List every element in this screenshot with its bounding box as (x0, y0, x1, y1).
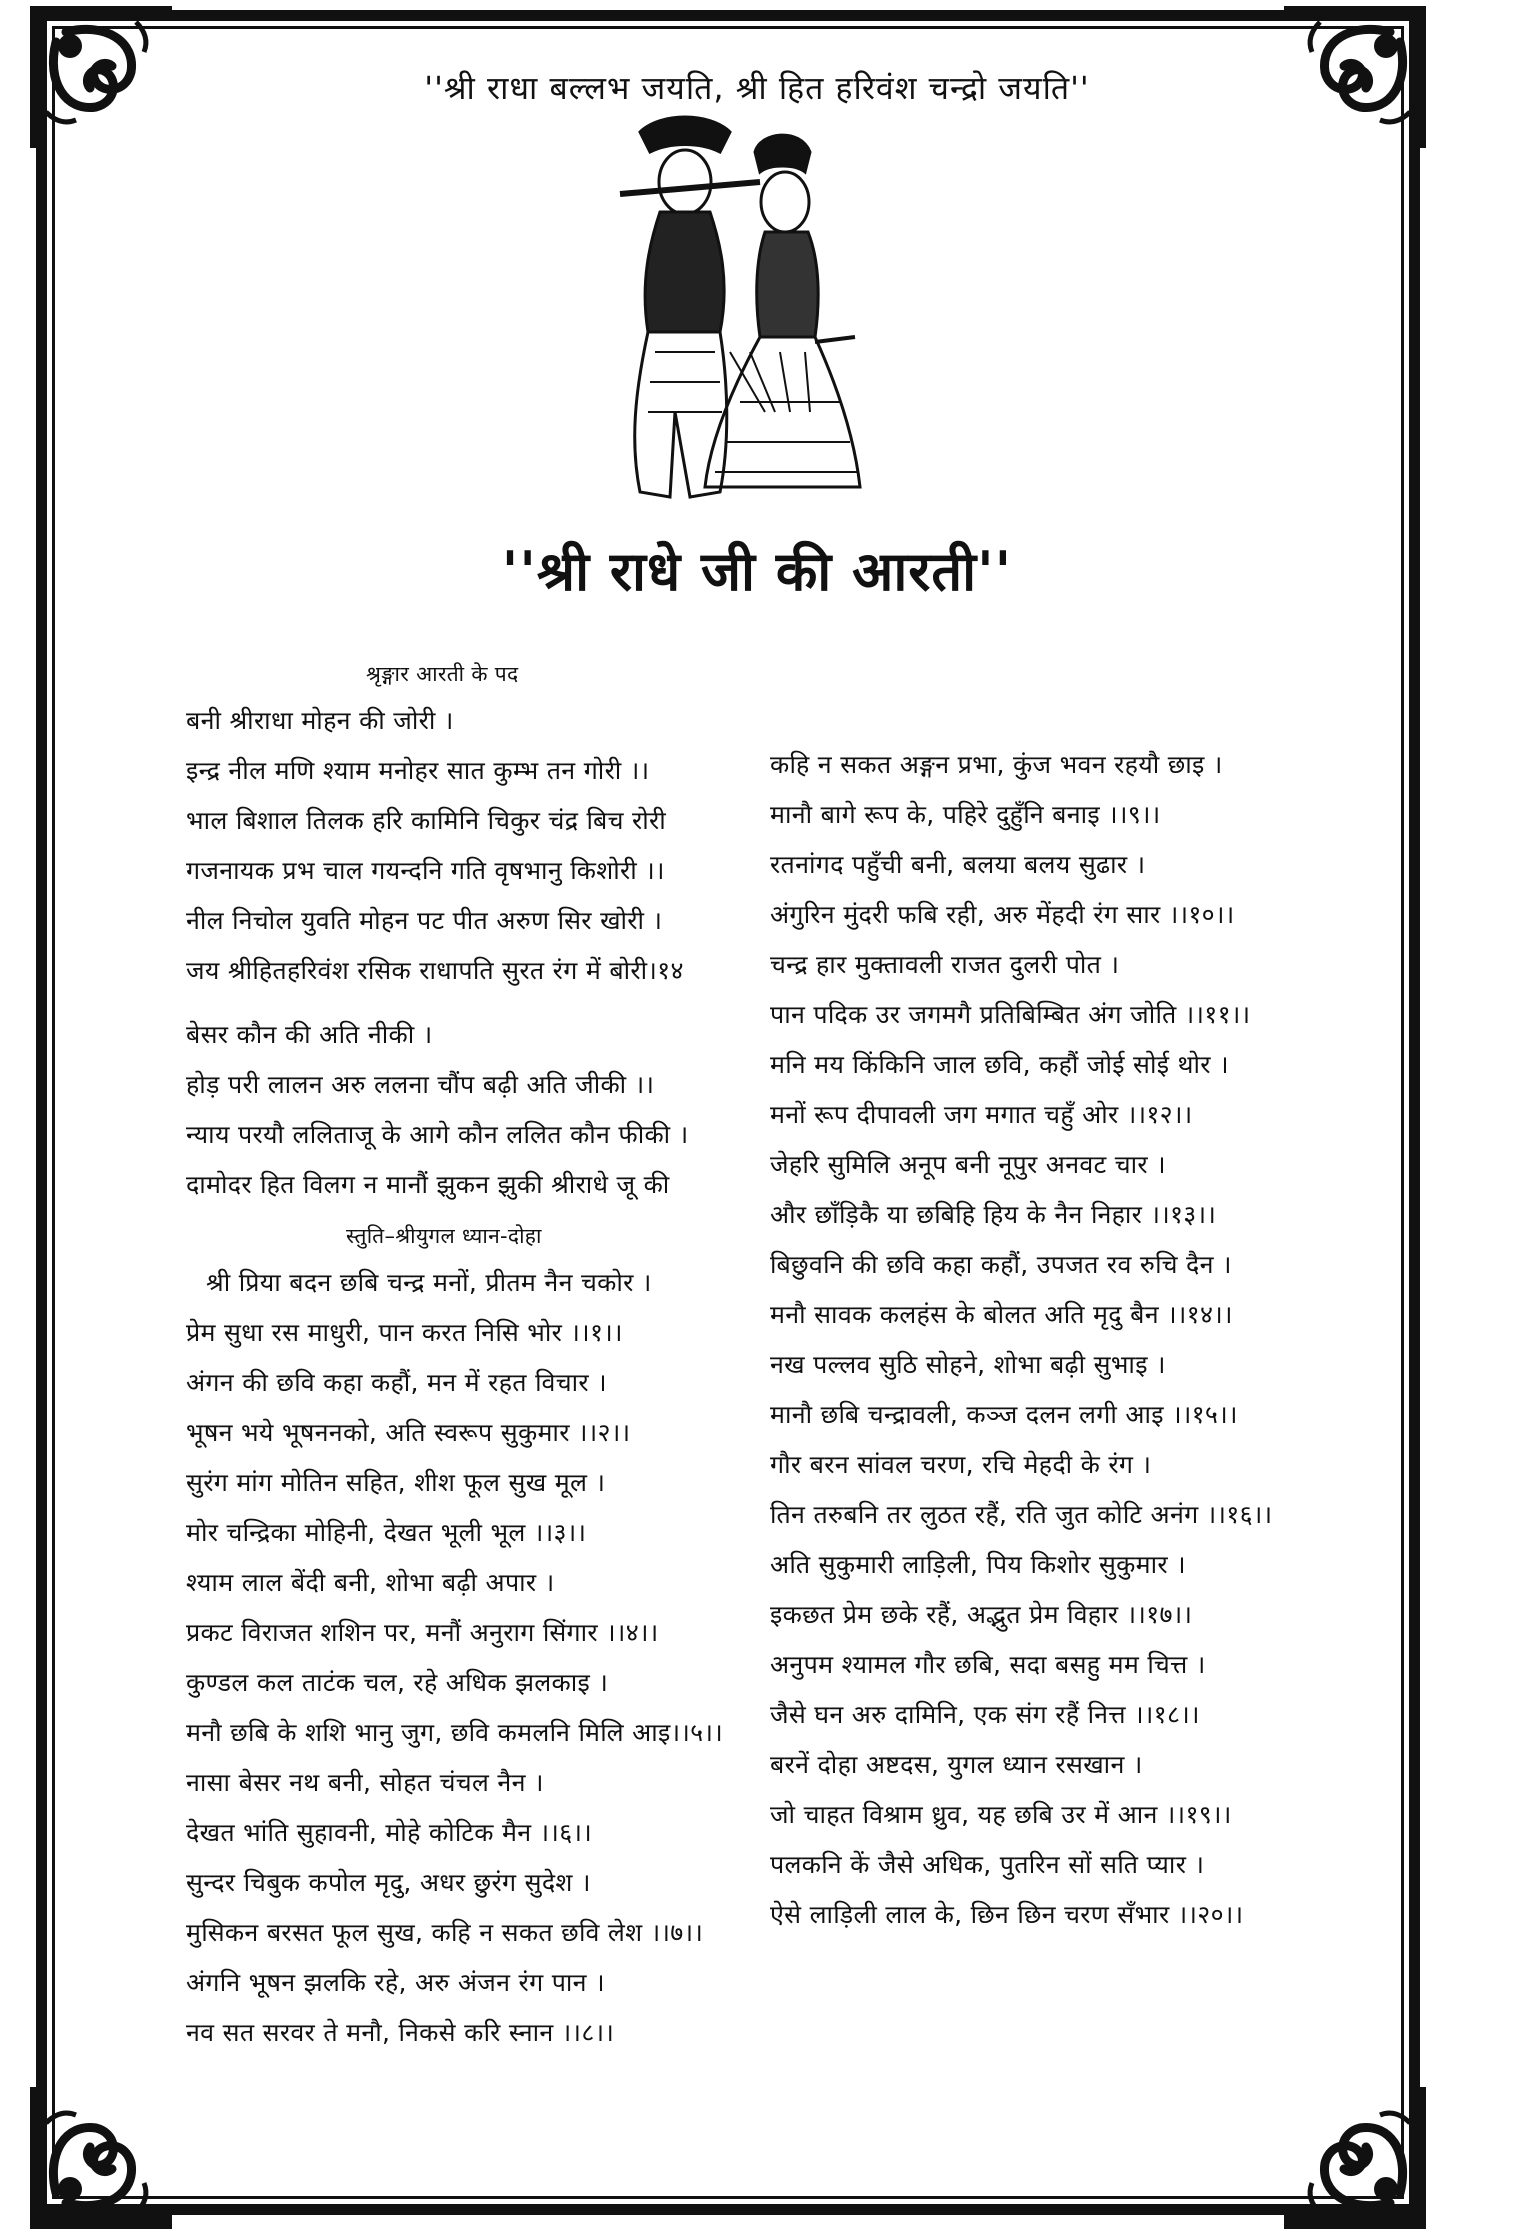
ornamental-corner-icon (1280, 2083, 1430, 2233)
doha-line: अंगनि भूषन झलकि रहे, अरु अंजन रंग पान । (186, 1968, 605, 1997)
doha-line: मनौ छबि के शशि भानु जुग, छवि कमलनि मिलि आइ।।५।। (186, 1718, 723, 1747)
doha-line: नासा बेसर नथ बनी, सोहत चंचल नैन । (186, 1768, 544, 1797)
doha-line: अनुपम श्यामल गौर छबि, सदा बसहु मम चित्त । (770, 1650, 1206, 1679)
section-heading-stuti: स्तुति–श्रीयुगल ध्यान-दोहा (346, 1224, 542, 1248)
doha-line: और छाँड़िकै या छबिहि हिय के नैन निहार ।।१३।। (770, 1200, 1217, 1229)
doha-line: मनौ सावक कलहंस के बोलत अति मृदु बैन ।।१४।। (770, 1300, 1233, 1329)
doha-line: मुसिकन बरसत फूल सुख, कहि न सकत छवि लेश ।।७।। (186, 1918, 704, 1947)
doha-line: तिन तरुबनि तर लुठत रहैं, रति जुत कोटि अनंग ।।१६।। (770, 1500, 1273, 1529)
left-column (186, 652, 726, 2058)
radha-krishna-illustration-icon (580, 112, 880, 512)
doha-line: पलकनि कें जैसे अधिक, पुतरिन सों सति प्यार । (770, 1850, 1205, 1879)
doha-line: प्रेम सुधा रस माधुरी, पान करत निसि भोर ।।१।। (186, 1318, 623, 1347)
doha-line: अंगन की छवि कहा कहौं, मन में रहत विचार । (186, 1368, 607, 1397)
verse-line: दामोदर हित विलग न मानौं झुकन झुकी श्रीराधे जू की (186, 1170, 670, 1199)
verse-line: बेसर कौन की अति नीकी । (186, 1020, 433, 1049)
doha-line: श्री प्रिया बदन छबि चन्द्र मनों, प्रीतम नैन चकोर । (206, 1268, 652, 1297)
doha-line: बिछुवनि की छवि कहा कहौं, उपजत रव रुचि दैन । (770, 1250, 1232, 1279)
doha-line: रतनांगद पहुँची बनी, बलया बलय सुढार । (770, 850, 1146, 879)
ornamental-corner-icon (26, 2083, 176, 2233)
doha-line: इकछत प्रेम छके रहैं, अद्भुत प्रेम विहार ।।१७।। (770, 1600, 1193, 1629)
verse-line: गजनायक प्रभ चाल गयन्दनि गति वृषभानु किशोरी ।। (186, 856, 665, 885)
doha-line: कुण्डल कल ताटंक चल, रहे अधिक झलकाइ । (186, 1668, 609, 1697)
verse-line: बनी श्रीराधा मोहन की जोरी । (186, 706, 454, 735)
verse-line: जय श्रीहितहरिवंश रसिक राधापति सुरत रंग में बोरी।१४ (186, 956, 684, 985)
doha-line: जेहरि सुमिलि अनूप बनी नूपुर अनवट चार । (770, 1150, 1166, 1179)
doha-line: सुरंग मांग मोतिन सहित, शीश फूल सुख मूल । (186, 1468, 606, 1497)
verse-line: होड़ परी लालन अरु ललना चौंप बढ़ी अति जीकी ।। (186, 1070, 655, 1099)
doha-line: अंगुरिन मुंदरी फबि रही, अरु मेंहदी रंग सार ।।१०।। (770, 900, 1235, 929)
right-column (770, 740, 1310, 1940)
doha-line: प्रकट विराजत शशिन पर, मनौं अनुराग सिंगार ।।४।। (186, 1618, 659, 1647)
doha-line: मानौ छबि चन्द्रावली, कञ्ज दलन लगी आइ ।।१५।। (770, 1400, 1238, 1429)
doha-line: श्याम लाल बेंदी बनी, शोभा बढ़ी अपार । (186, 1568, 555, 1597)
doha-line: गौर बरन सांवल चरण, रचि मेहदी के रंग । (770, 1450, 1152, 1479)
doha-line: कहि न सकत अङ्गन प्रभा, कुंज भवन रहयौ छाइ । (770, 750, 1223, 779)
verse-line: नील निचोल युवति मोहन पट पीत अरुण सिर खोरी । (186, 906, 663, 935)
doha-line: मोर चन्द्रिका मोहिनी, देखत भूली भूल ।।३।। (186, 1518, 587, 1547)
doha-line: ऐसे लाड़िली लाल के, छिन छिन चरण सँभार ।।२०।। (770, 1900, 1244, 1929)
page-title: ''श्री राधे जी की आरती'' (501, 540, 1013, 603)
doha-line: भूषन भये भूषननको, अति स्वरूप सुकुमार ।।२।। (186, 1418, 631, 1447)
section-heading-shringar: श्रृङ्गार आरती के पद (366, 662, 519, 686)
doha-line: नख पल्लव सुठि सोहने, शोभा बढ़ी सुभाइ । (770, 1350, 1166, 1379)
verse-line: भाल बिशाल तिलक हरि कामिनि चिकुर चंद्र बिच रोरी (186, 806, 667, 835)
doha-line: देखत भांति सुहावनी, मोहे कोटिक मैन ।।६।। (186, 1818, 593, 1847)
doha-line: मनों रूप दीपावली जग मगात चहुँ ओर ।।१२।। (770, 1100, 1193, 1129)
doha-line: जैसे घन अरु दामिनि, एक संग रहैं नित्त ।।१८।। (770, 1700, 1200, 1729)
doha-line: बरनें दोहा अष्टदस, युगल ध्यान रसखान । (770, 1750, 1143, 1779)
doha-line: मानौ बागे रूप के, पहिरे दुहुँनि बनाइ ।।९।। (770, 800, 1161, 829)
doha-line: सुन्दर चिबुक कपोल मृदु, अधर छुरंग सुदेश । (186, 1868, 591, 1897)
doha-line: अति सुकुमारी लाड़िली, पिय किशोर सुकुमार । (770, 1550, 1186, 1579)
doha-line: जो चाहत विश्राम ध्रुव, यह छबि उर में आन ।।१९।। (770, 1800, 1232, 1829)
verse-line: न्याय परयौ ललिताजू के आगे कौन ललित कौन फीकी । (186, 1120, 689, 1149)
doha-line: नव सत सरवर ते मनौ, निकसे करि स्नान ।।८।। (186, 2018, 615, 2047)
header-invocation: ''श्री राधा बल्लभ जयति, श्री हित हरिवंश चन्द्रो जयति'' (424, 69, 1090, 107)
doha-line: चन्द्र हार मुक्तावली राजत दुलरी पोत । (770, 950, 1120, 979)
verse-line: इन्द्र नील मणि श्याम मनोहर सात कुम्भ तन गोरी ।। (186, 756, 650, 785)
doha-line: पान पदिक उर जगमगै प्रतिबिम्बित अंग जोति ।।११।। (770, 1000, 1251, 1029)
doha-line: मनि मय किंकिनि जाल छवि, कहौं जोई सोई थोर । (770, 1050, 1229, 1079)
